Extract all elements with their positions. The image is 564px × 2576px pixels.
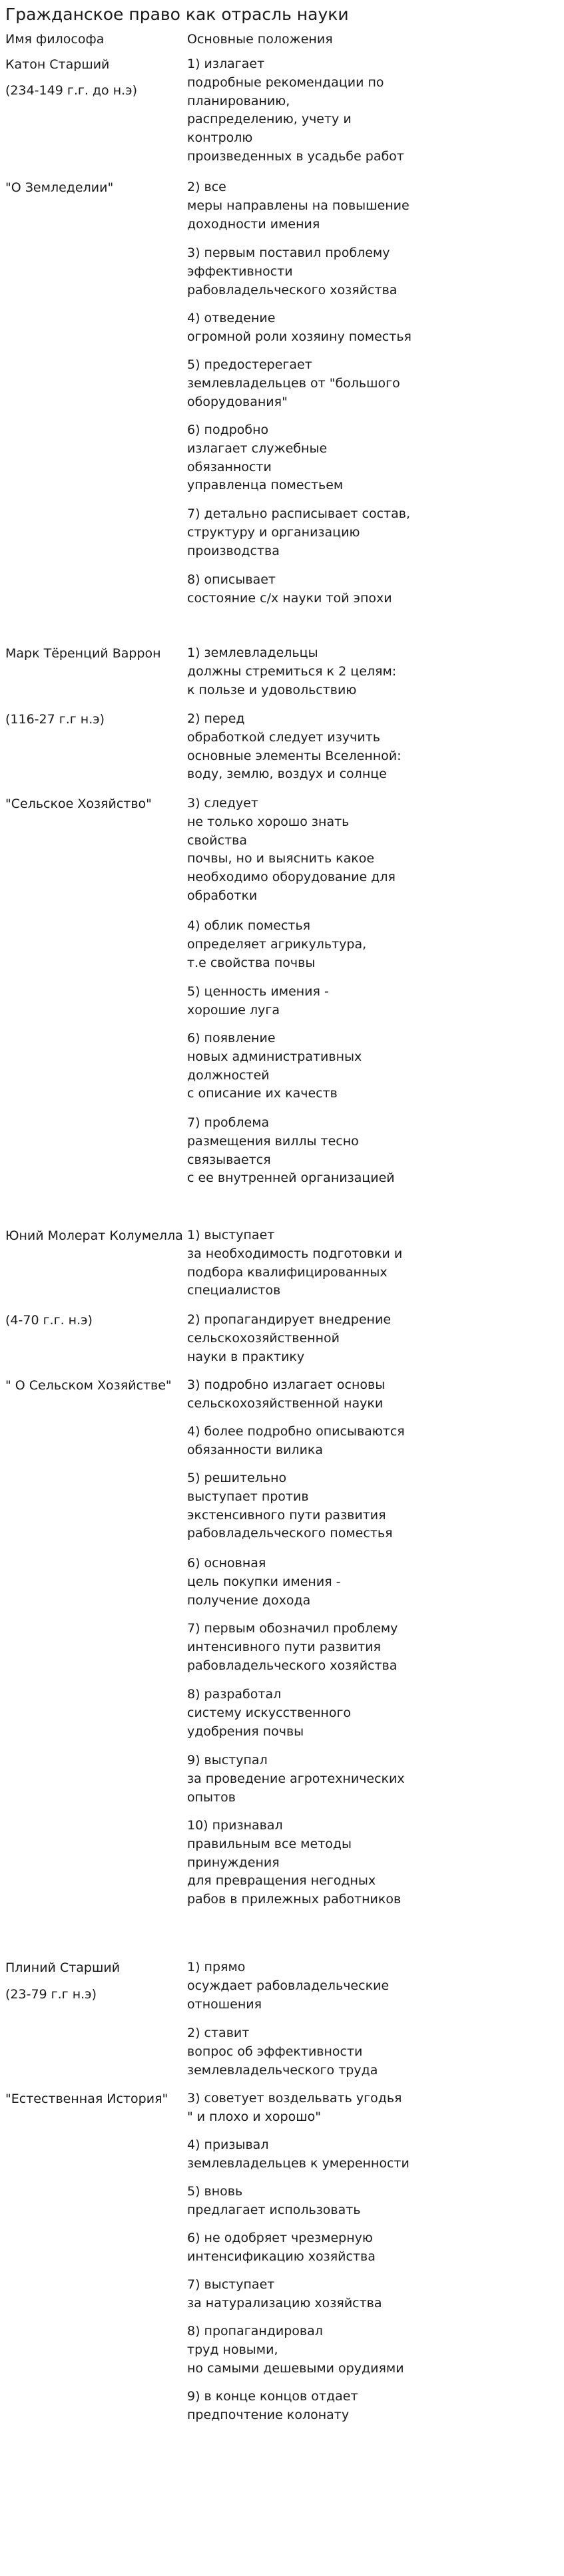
- philosopher-name: Катон Старший: [5, 57, 110, 72]
- main-point-line: правильным все методы: [187, 1836, 352, 1851]
- main-point-line: обработкой следует изучить: [187, 729, 380, 745]
- main-point: [187, 1029, 560, 1103]
- main-point: [187, 1376, 560, 1413]
- main-point: [187, 2276, 560, 2313]
- main-point-line: 1) прямо: [187, 1960, 246, 1974]
- philosopher-name: Марк Тёренций Варрон: [5, 646, 161, 661]
- main-point: [187, 2090, 560, 2127]
- main-point-line: 9) в конце концов отдает: [187, 2389, 358, 2404]
- main-point: [187, 505, 560, 560]
- philosopher-work: "Сельское Хозяйство": [5, 797, 152, 811]
- main-point: [187, 2183, 560, 2220]
- main-point-line: 7) детально расписывает состав,: [187, 506, 410, 521]
- main-point-line: сельскохозяйственной: [187, 1330, 340, 1346]
- main-point: [187, 795, 560, 906]
- main-point: [187, 917, 560, 972]
- main-point-line: вопрос об эффективности: [187, 2044, 363, 2059]
- main-point-line: 4) облик поместья: [187, 918, 311, 933]
- main-point-line: произведенных в усадьбе работ: [187, 148, 404, 164]
- main-point: [187, 356, 560, 411]
- main-point-line: 8) разработал: [187, 1687, 282, 1702]
- main-point-line: должностей: [187, 1067, 270, 1083]
- main-point-line: систему искусственного: [187, 1705, 352, 1720]
- main-point-line: 3) первым поставил проблему: [187, 246, 390, 260]
- main-point-line: 10) признавал: [187, 1818, 283, 1833]
- main-point-line: к пользе и удовольствию: [187, 682, 357, 697]
- main-point-line: 6) подробно: [187, 423, 269, 437]
- main-point: [187, 1469, 560, 1543]
- philosopher-years: (23-79 г.г н.э): [5, 1987, 97, 2002]
- philosopher-years: (4-70 г.г. н.э): [5, 1313, 93, 1328]
- main-point: [187, 571, 560, 608]
- main-point-line: хорошие луга: [187, 1002, 280, 1017]
- main-point-line: 5) вновь: [187, 2184, 243, 2199]
- main-point-line: для превращения негодных: [187, 1873, 376, 1889]
- main-point-line: состояние с/х науки той эпохи: [187, 590, 392, 606]
- main-point-line: сельскохозяйственной науки: [187, 1395, 384, 1411]
- main-point-line: удобрения почвы: [187, 1724, 304, 1739]
- main-point: [187, 1620, 560, 1675]
- main-point-line: выступает против: [187, 1489, 309, 1504]
- main-point-line: 8) описывает: [187, 572, 276, 587]
- main-point-line: 7) проблема: [187, 1115, 270, 1130]
- page-title: Гражданское право как отрасль науки: [5, 5, 349, 24]
- philosopher-work: "О Земледелии": [5, 180, 114, 195]
- main-point-line: распределению, учету и: [187, 112, 352, 127]
- main-point: [187, 644, 560, 699]
- main-point-line: 5) предостерегает: [187, 357, 312, 372]
- main-point-line: за проведение агротехнических: [187, 1771, 405, 1786]
- main-point-line: с ее внутренней организацией: [187, 1171, 395, 1186]
- main-point-line: специалистов: [187, 1283, 281, 1298]
- main-point-line: отношения: [187, 1996, 262, 2012]
- main-point: [187, 244, 560, 299]
- main-point-line: 2) перед: [187, 711, 245, 726]
- main-point: [187, 1423, 560, 1460]
- main-point-line: размещения виллы тесно: [187, 1133, 359, 1149]
- main-point: [187, 1817, 560, 1909]
- main-point-line: основные элементы Вселенной:: [187, 748, 402, 763]
- main-point: [187, 178, 560, 234]
- main-point-line: контролю: [187, 130, 253, 146]
- main-point-line: управленца поместьем: [187, 478, 344, 493]
- main-point-line: почвы, но и выяснить какое: [187, 851, 375, 866]
- column-header-main-points: Основные положения: [187, 32, 333, 47]
- philosopher-work: "Естественная История": [5, 2092, 168, 2106]
- philosopher-years: (116-27 г.г н.э): [5, 712, 105, 727]
- main-point-line: планированию,: [187, 93, 290, 108]
- main-point-line: обязанности: [187, 459, 272, 474]
- main-point-line: структуру и организацию: [187, 524, 360, 540]
- philosopher-work: " О Сельском Хозяйстве": [5, 1378, 172, 1393]
- main-point-line: т.е свойства почвы: [187, 955, 316, 970]
- main-point-line: получение дохода: [187, 1592, 311, 1608]
- main-point: [187, 1311, 560, 1366]
- main-point-line: 1) излагает: [187, 57, 265, 71]
- main-point-line: 8) пропагандировал: [187, 2324, 323, 2338]
- main-point-line: предлагает использовать: [187, 2202, 361, 2217]
- main-point-line: связывается: [187, 1152, 271, 1167]
- main-point-line: подробные рекомендации по: [187, 75, 384, 90]
- main-point-line: 2) все: [187, 180, 226, 194]
- main-point-line: 3) подробно излагает основы: [187, 1378, 386, 1392]
- main-point: [187, 710, 560, 784]
- main-point-line: воду, землю, воздух и солнце: [187, 767, 387, 782]
- main-point-line: землевладельцев от "большого: [187, 375, 400, 391]
- main-point: [187, 55, 560, 166]
- main-point-line: меры направлены на повышение: [187, 198, 410, 213]
- main-point-line: принуждения: [187, 1855, 280, 1870]
- main-point-line: эффективности: [187, 264, 293, 279]
- main-point-line: землевладельцев к умеренности: [187, 2155, 410, 2171]
- main-point-line: " и плохо и хорошо": [187, 2109, 321, 2124]
- main-point-line: интенсификацию хозяйства: [187, 2249, 376, 2264]
- main-point-line: интенсивного пути развития: [187, 1639, 381, 1654]
- main-point: [187, 1751, 560, 1807]
- main-point-line: 4) более подробно описываются: [187, 1424, 405, 1439]
- main-point: [187, 1686, 560, 1741]
- main-point-line: с описание их качеств: [187, 1086, 338, 1101]
- main-point-line: осуждает рабовладельческие: [187, 1978, 390, 1993]
- main-point: [187, 309, 560, 347]
- main-point-line: опытов: [187, 1789, 236, 1805]
- main-point-line: излагает служебные: [187, 441, 328, 456]
- main-point-line: не только хорошо знать: [187, 814, 350, 829]
- main-point-line: оборудования": [187, 394, 288, 409]
- philosopher-years: (234-149 г.г. до н.э): [5, 83, 138, 98]
- main-point: [187, 421, 560, 495]
- main-point-line: рабовладельческого поместья: [187, 1526, 393, 1541]
- main-point-line: необходимо оборудование для: [187, 870, 396, 885]
- main-point: [187, 1226, 560, 1300]
- main-point-line: доходности имения: [187, 216, 320, 232]
- main-point-line: обработки: [187, 888, 258, 903]
- main-point-line: 1) землевладельцы: [187, 645, 318, 660]
- main-point-line: цель покупки имения -: [187, 1574, 341, 1589]
- main-point-line: огромной роли хозяину поместья: [187, 329, 412, 344]
- main-point-line: 3) советует воздельвать угодья: [187, 2091, 402, 2106]
- main-point-line: 6) основная: [187, 1556, 266, 1570]
- main-point-line: труд новыми,: [187, 2342, 278, 2357]
- main-point-line: науки в практику: [187, 1349, 305, 1364]
- main-point-line: 3) следует: [187, 796, 258, 811]
- main-point-line: новых административных: [187, 1049, 362, 1064]
- main-point: [187, 983, 560, 1020]
- main-point: [187, 1114, 560, 1188]
- main-point-line: производства: [187, 543, 280, 558]
- main-point: [187, 2136, 560, 2173]
- main-point-line: должны стремиться к 2 целям:: [187, 663, 397, 679]
- main-point: [187, 2388, 560, 2425]
- main-point-line: 6) появление: [187, 1031, 276, 1045]
- main-point-line: за необходимость подготовки и: [187, 1246, 403, 1261]
- column-header-philosopher: Имя философа: [5, 32, 105, 47]
- main-point-line: 2) пропагандирует внедрение: [187, 1312, 392, 1327]
- main-point-line: но самыми дешевыми орудиями: [187, 2360, 404, 2376]
- main-point-line: экстенсивного пути развития: [187, 1507, 386, 1523]
- main-point: [187, 2024, 560, 2080]
- philosopher-name: Юний Молерат Колумелла: [5, 1228, 183, 1243]
- main-point-line: землевладельческого труда: [187, 2062, 378, 2078]
- main-point-line: за натурализацию хозяйства: [187, 2295, 382, 2310]
- main-point: [187, 2229, 560, 2267]
- main-point-line: свойства: [187, 832, 247, 848]
- main-point: [187, 2322, 560, 2378]
- main-point: [187, 1958, 560, 2014]
- main-point-line: 1) выступает: [187, 1228, 275, 1242]
- main-point-line: рабов в прилежных работников: [187, 1892, 402, 1907]
- main-point-line: 6) не одобряет чрезмерную: [187, 2231, 373, 2245]
- main-point-line: рабовладельческого хозяйства: [187, 1658, 398, 1673]
- main-point-line: рабовладельческого хозяйства: [187, 282, 398, 297]
- main-point-line: 5) решительно: [187, 1471, 287, 1485]
- main-point-line: 2) ставит: [187, 2026, 250, 2040]
- main-point-line: подбора квалифицированных: [187, 1264, 388, 1280]
- main-point-line: 4) призывал: [187, 2137, 269, 2152]
- main-point: [187, 1555, 560, 1610]
- main-point-line: 9) выступал: [187, 1753, 268, 1767]
- main-point-line: 5) ценность имения -: [187, 984, 329, 999]
- main-point-line: 7) выступает: [187, 2277, 275, 2292]
- main-point-line: обязанности вилика: [187, 1442, 324, 1457]
- main-point-line: 7) первым обозначил проблему: [187, 1621, 398, 1636]
- philosopher-name: Плиний Старший: [5, 1960, 121, 1975]
- main-point-line: предпочтение колонату: [187, 2407, 350, 2422]
- main-point-line: 4) отведение: [187, 311, 276, 325]
- main-point-line: определяет агрикультура,: [187, 936, 367, 952]
